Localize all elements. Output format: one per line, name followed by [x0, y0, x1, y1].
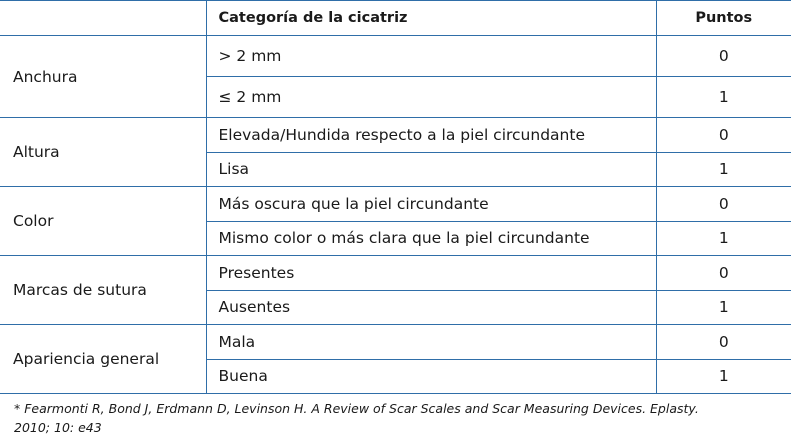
category-cell: Elevada/Hundida respecto a la piel circundante: [206, 118, 656, 153]
category-cell: ≤ 2 mm: [206, 77, 656, 118]
category-cell: Mala: [206, 325, 656, 360]
points-cell: 0: [656, 325, 791, 360]
group-anchura: Anchura: [0, 36, 206, 118]
group-apariencia-general: Apariencia general: [0, 325, 206, 394]
points-cell: 1: [656, 77, 791, 118]
points-cell: 0: [656, 187, 791, 222]
category-cell: Lisa: [206, 152, 656, 187]
group-color: Color: [0, 187, 206, 256]
group-marcas-de-sutura: Marcas de sutura: [0, 256, 206, 325]
table-header-row: [0, 1, 791, 36]
header-category: Categoría de la cicatriz: [206, 1, 656, 36]
table-row: [0, 118, 791, 153]
footnote-line-2: 2010; 10: e43: [14, 420, 102, 435]
points-cell: 1: [656, 359, 791, 394]
points-cell: 0: [656, 256, 791, 291]
category-cell: > 2 mm: [206, 36, 656, 77]
points-cell: 1: [656, 221, 791, 256]
points-cell: 0: [656, 36, 791, 77]
group-altura: Altura: [0, 118, 206, 187]
table-row: [0, 256, 791, 291]
header-group-empty: [0, 1, 206, 36]
category-cell: Buena: [206, 359, 656, 394]
table-row: [0, 36, 791, 77]
table-row: [0, 187, 791, 222]
header-points: Puntos: [656, 1, 791, 36]
points-cell: 1: [656, 152, 791, 187]
category-cell: Ausentes: [206, 290, 656, 325]
points-cell: 1: [656, 290, 791, 325]
table-row: [0, 325, 791, 360]
category-cell: Más oscura que la piel circundante: [206, 187, 656, 222]
category-cell: Mismo color o más clara que la piel circundante: [206, 221, 656, 256]
footnote-line-1: * Fearmonti R, Bond J, Erdmann D, Levinson H. A Review of Scar Scales and Scar Measuring Devices. Eplasty.: [14, 401, 699, 416]
category-cell: Presentes: [206, 256, 656, 291]
points-cell: 0: [656, 118, 791, 153]
reference-footnote: [14, 399, 784, 437]
